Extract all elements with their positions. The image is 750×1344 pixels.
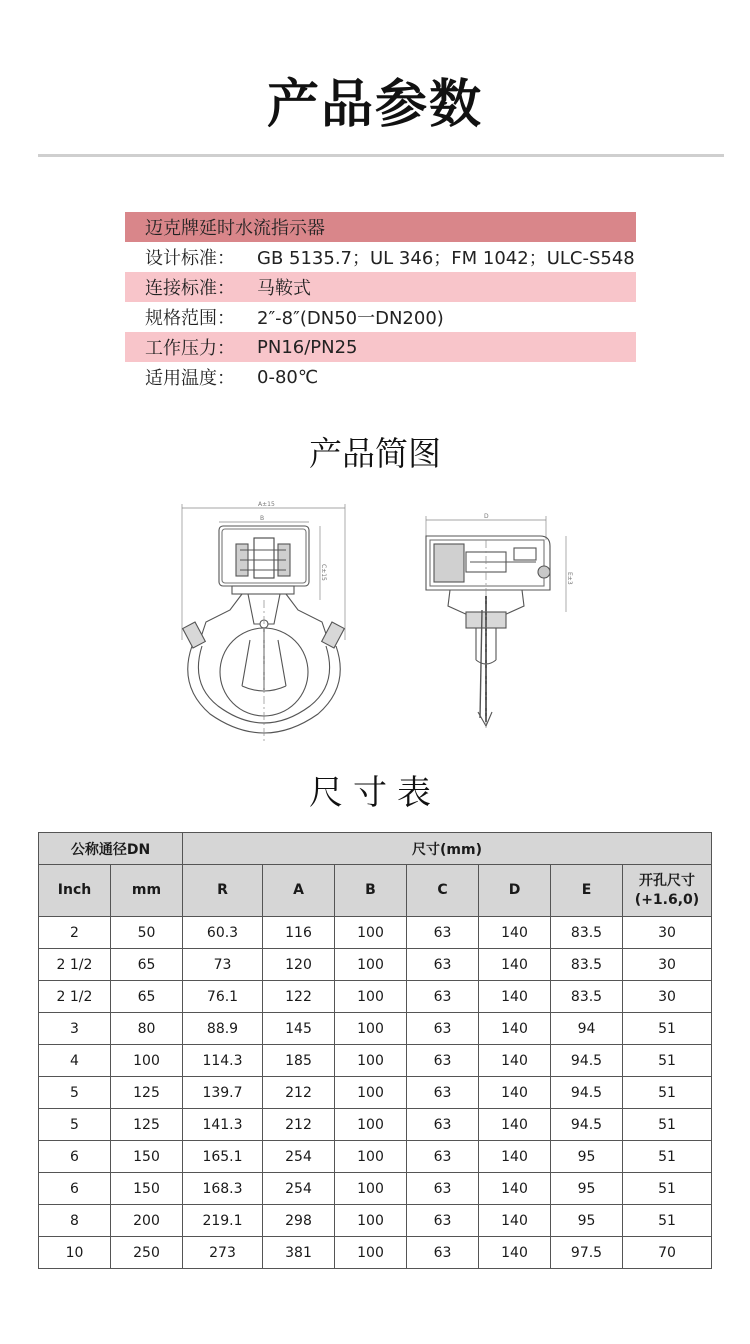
spec-row-temperature xyxy=(125,362,636,392)
table-cell: 120 xyxy=(263,949,335,981)
dim-label-b: B xyxy=(260,515,265,522)
table-cell: 100 xyxy=(111,1045,183,1077)
spec-value: 0-80℃ xyxy=(257,366,319,388)
table-row xyxy=(39,917,712,949)
table-cell: 83.5 xyxy=(551,917,623,949)
table-row xyxy=(39,1013,712,1045)
table-cell: 6 xyxy=(39,1141,111,1173)
table-cell: 65 xyxy=(111,949,183,981)
table-cell: 94.5 xyxy=(551,1109,623,1141)
group-header-nominal: 公称通径DN xyxy=(39,833,183,865)
table-cell: 30 xyxy=(623,917,712,949)
table-cell: 51 xyxy=(623,1013,712,1045)
table-cell: 100 xyxy=(335,1205,407,1237)
table-cell: 100 xyxy=(335,1013,407,1045)
table-cell: 100 xyxy=(335,981,407,1013)
dimensions-table-body xyxy=(39,917,712,1269)
col-header-mm: mm xyxy=(111,865,183,917)
table-cell: 125 xyxy=(111,1077,183,1109)
spec-row-size-range xyxy=(125,302,636,332)
table-cell: 5 xyxy=(39,1109,111,1141)
table-cell: 51 xyxy=(623,1173,712,1205)
table-cell: 51 xyxy=(623,1077,712,1109)
table-cell: 63 xyxy=(407,1045,479,1077)
table-cell: 116 xyxy=(263,917,335,949)
col-header-hole-size xyxy=(623,865,712,917)
spec-row-working-pressure xyxy=(125,332,636,362)
spec-table xyxy=(125,212,636,392)
spec-row-design-standard xyxy=(125,242,636,272)
table-cell: 140 xyxy=(479,1141,551,1173)
table-cell: 30 xyxy=(623,949,712,981)
table-cell: 8 xyxy=(39,1205,111,1237)
table-cell: 50 xyxy=(111,917,183,949)
table-cell: 51 xyxy=(623,1109,712,1141)
dim-label-a: A±15 xyxy=(258,501,275,508)
col-header-b: B xyxy=(335,865,407,917)
table-row xyxy=(39,1205,712,1237)
table-cell: 165.1 xyxy=(183,1141,263,1173)
table-cell: 88.9 xyxy=(183,1013,263,1045)
table-cell: 63 xyxy=(407,981,479,1013)
table-cell: 140 xyxy=(479,917,551,949)
table-cell: 254 xyxy=(263,1141,335,1173)
front-view-drawing xyxy=(182,504,345,742)
table-cell: 140 xyxy=(479,949,551,981)
table-cell: 168.3 xyxy=(183,1173,263,1205)
table-cell: 2 1/2 xyxy=(39,949,111,981)
table-cell: 100 xyxy=(335,1045,407,1077)
dim-label-c: C±15 xyxy=(320,564,327,581)
table-cell: 10 xyxy=(39,1237,111,1269)
table-cell: 100 xyxy=(335,1173,407,1205)
table-cell: 95 xyxy=(551,1173,623,1205)
table-cell: 6 xyxy=(39,1173,111,1205)
product-diagram xyxy=(170,500,580,750)
table-row xyxy=(39,981,712,1013)
table-cell: 4 xyxy=(39,1045,111,1077)
table-cell: 140 xyxy=(479,1077,551,1109)
table-cell: 30 xyxy=(623,981,712,1013)
group-header-size: 尺寸(mm) xyxy=(183,833,712,865)
spec-value: GB 5135.7；UL 346；FM 1042；ULC-S548 xyxy=(257,248,635,269)
spec-value: 马鞍式 xyxy=(257,278,311,299)
table-row xyxy=(39,1077,712,1109)
table-cell: 140 xyxy=(479,1205,551,1237)
table-cell: 125 xyxy=(111,1109,183,1141)
spec-header-row xyxy=(125,212,636,242)
table-cell: 145 xyxy=(263,1013,335,1045)
table-cell: 63 xyxy=(407,917,479,949)
table-cell: 70 xyxy=(623,1237,712,1269)
spec-product-name: 迈克牌延时水流指示器 xyxy=(145,218,325,239)
table-row xyxy=(39,1045,712,1077)
col-header-a: A xyxy=(263,865,335,917)
table-cell: 100 xyxy=(335,1141,407,1173)
table-row xyxy=(39,949,712,981)
table-cell: 2 1/2 xyxy=(39,981,111,1013)
table-cell: 250 xyxy=(111,1237,183,1269)
dimensions-table xyxy=(38,832,712,1269)
spec-label: 连接标准： xyxy=(145,278,235,299)
table-cell: 200 xyxy=(111,1205,183,1237)
table-cell: 63 xyxy=(407,1173,479,1205)
table-cell: 140 xyxy=(479,1173,551,1205)
table-cell: 63 xyxy=(407,1013,479,1045)
spec-label: 规格范围： xyxy=(145,308,235,329)
table-cell: 63 xyxy=(407,1141,479,1173)
table-cell: 63 xyxy=(407,949,479,981)
dim-label-e: E±3 xyxy=(566,572,573,585)
table-row xyxy=(39,1141,712,1173)
table-cell: 140 xyxy=(479,1109,551,1141)
table-cell: 100 xyxy=(335,949,407,981)
dim-label-d: D xyxy=(484,513,489,520)
table-cell: 65 xyxy=(111,981,183,1013)
table-cell: 94 xyxy=(551,1013,623,1045)
table-row xyxy=(39,1173,712,1205)
table-cell: 63 xyxy=(407,1077,479,1109)
table-cell: 100 xyxy=(335,1237,407,1269)
col-header-inch: Inch xyxy=(39,865,111,917)
table-cell: 95 xyxy=(551,1205,623,1237)
table-cell: 3 xyxy=(39,1013,111,1045)
table-title: 尺寸表 xyxy=(309,773,441,813)
table-cell: 100 xyxy=(335,1109,407,1141)
table-cell: 140 xyxy=(479,981,551,1013)
table-cell: 298 xyxy=(263,1205,335,1237)
table-cell: 94.5 xyxy=(551,1045,623,1077)
hole-size-label: 开孔尺寸 xyxy=(639,872,695,889)
table-cell: 150 xyxy=(111,1141,183,1173)
table-cell: 5 xyxy=(39,1077,111,1109)
spec-label: 设计标准： xyxy=(145,248,235,269)
table-cell: 63 xyxy=(407,1237,479,1269)
spec-label: 适用温度： xyxy=(145,368,235,389)
table-cell: 60.3 xyxy=(183,917,263,949)
table-cell: 100 xyxy=(335,1077,407,1109)
page-title: 产品参数 xyxy=(266,75,483,135)
table-cell: 122 xyxy=(263,981,335,1013)
col-header-r: R xyxy=(183,865,263,917)
side-view-drawing xyxy=(426,516,566,728)
table-cell: 212 xyxy=(263,1077,335,1109)
table-cell: 63 xyxy=(407,1205,479,1237)
table-cell: 212 xyxy=(263,1109,335,1141)
table-cell: 76.1 xyxy=(183,981,263,1013)
table-cell: 2 xyxy=(39,917,111,949)
table-cell: 219.1 xyxy=(183,1205,263,1237)
table-cell: 185 xyxy=(263,1045,335,1077)
spec-row-connection xyxy=(125,272,636,302)
spec-value: 2″-8″(DN50一DN200) xyxy=(257,308,444,329)
table-cell: 63 xyxy=(407,1109,479,1141)
table-cell: 140 xyxy=(479,1045,551,1077)
table-cell: 381 xyxy=(263,1237,335,1269)
table-row xyxy=(39,1109,712,1141)
col-header-e: E xyxy=(551,865,623,917)
table-cell: 83.5 xyxy=(551,981,623,1013)
table-cell: 139.7 xyxy=(183,1077,263,1109)
table-cell: 51 xyxy=(623,1141,712,1173)
table-cell: 141.3 xyxy=(183,1109,263,1141)
table-cell: 254 xyxy=(263,1173,335,1205)
table-cell: 83.5 xyxy=(551,949,623,981)
table-cell: 100 xyxy=(335,917,407,949)
table-cell: 140 xyxy=(479,1237,551,1269)
title-divider xyxy=(38,154,724,157)
col-header-c: C xyxy=(407,865,479,917)
table-cell: 150 xyxy=(111,1173,183,1205)
table-cell: 140 xyxy=(479,1013,551,1045)
table-cell: 273 xyxy=(183,1237,263,1269)
spec-value: PN16/PN25 xyxy=(257,336,358,358)
hole-size-tolerance: (+1.6,0) xyxy=(634,891,700,908)
spec-label: 工作压力： xyxy=(145,338,235,359)
table-cell: 73 xyxy=(183,949,263,981)
diagram-title: 产品简图 xyxy=(309,434,441,473)
table-cell: 114.3 xyxy=(183,1045,263,1077)
table-cell: 97.5 xyxy=(551,1237,623,1269)
col-header-d: D xyxy=(479,865,551,917)
table-cell: 80 xyxy=(111,1013,183,1045)
table-cell: 51 xyxy=(623,1205,712,1237)
table-cell: 51 xyxy=(623,1045,712,1077)
table-cell: 94.5 xyxy=(551,1077,623,1109)
table-row xyxy=(39,1237,712,1269)
table-cell: 95 xyxy=(551,1141,623,1173)
